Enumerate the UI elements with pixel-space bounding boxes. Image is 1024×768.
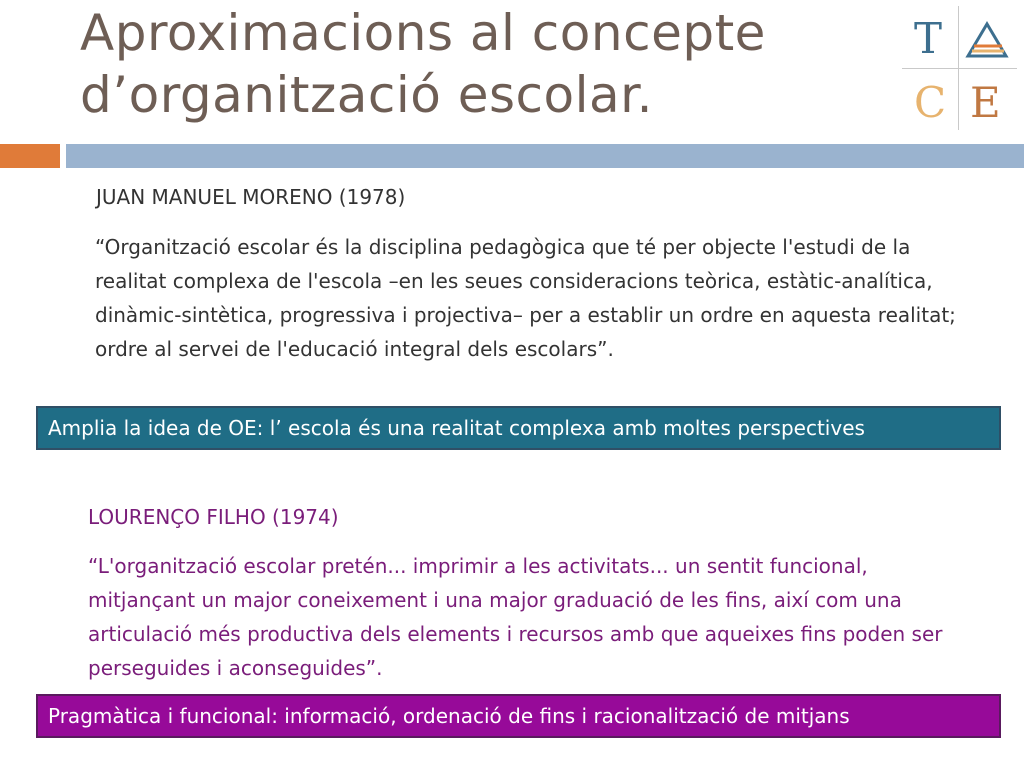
accent-bar-blue xyxy=(66,144,1024,168)
logo-divider-horizontal xyxy=(902,68,1017,69)
logo-letter-c: C xyxy=(914,78,947,127)
quote-text-1: “Organització escolar és la disciplina pedagògica que té per objecte l'estudi de la realitat complexa de l'escola –en les seues consideracions teòrica, estàtic-analítica, dinàmic-sintètica, progressiva i projectiva– per a establir un ordre en aquesta realitat; ordre al servei de l'educació integral dels escolars”. xyxy=(95,235,956,361)
logo-letter-t: T xyxy=(914,14,943,63)
logo xyxy=(902,6,1017,130)
summary-box-1: Amplia la idea de OE: l’ escola és una realitat complexa amb moltes perspectives xyxy=(36,406,1001,450)
slide-title xyxy=(80,2,880,126)
title-line-2: d’organització escolar. xyxy=(80,66,653,124)
quote-text-2: “L'organització escolar pretén... imprimir a les activitats... un sentit funcional, mitjançant un major coneixement i una major graduació de les fins, així com una articulació més productiva dels elements i recursos amb que aqueixes fins poden ser perseguides i aconseguides”. xyxy=(88,554,943,680)
logo-letter-e: E xyxy=(970,78,1001,127)
accent-bar-orange xyxy=(0,144,60,168)
summary-box-2: Pragmàtica i funcional: informació, ordenació de fins i racionalització de mitjans xyxy=(36,694,1001,738)
title-line-1: Aproximacions al concepte xyxy=(80,4,766,62)
author-heading-2: LOURENÇO FILHO (1974) xyxy=(88,505,339,529)
author-heading-1: JUAN MANUEL MORENO (1978) xyxy=(96,185,406,209)
triangle-logo-icon xyxy=(964,20,1010,60)
